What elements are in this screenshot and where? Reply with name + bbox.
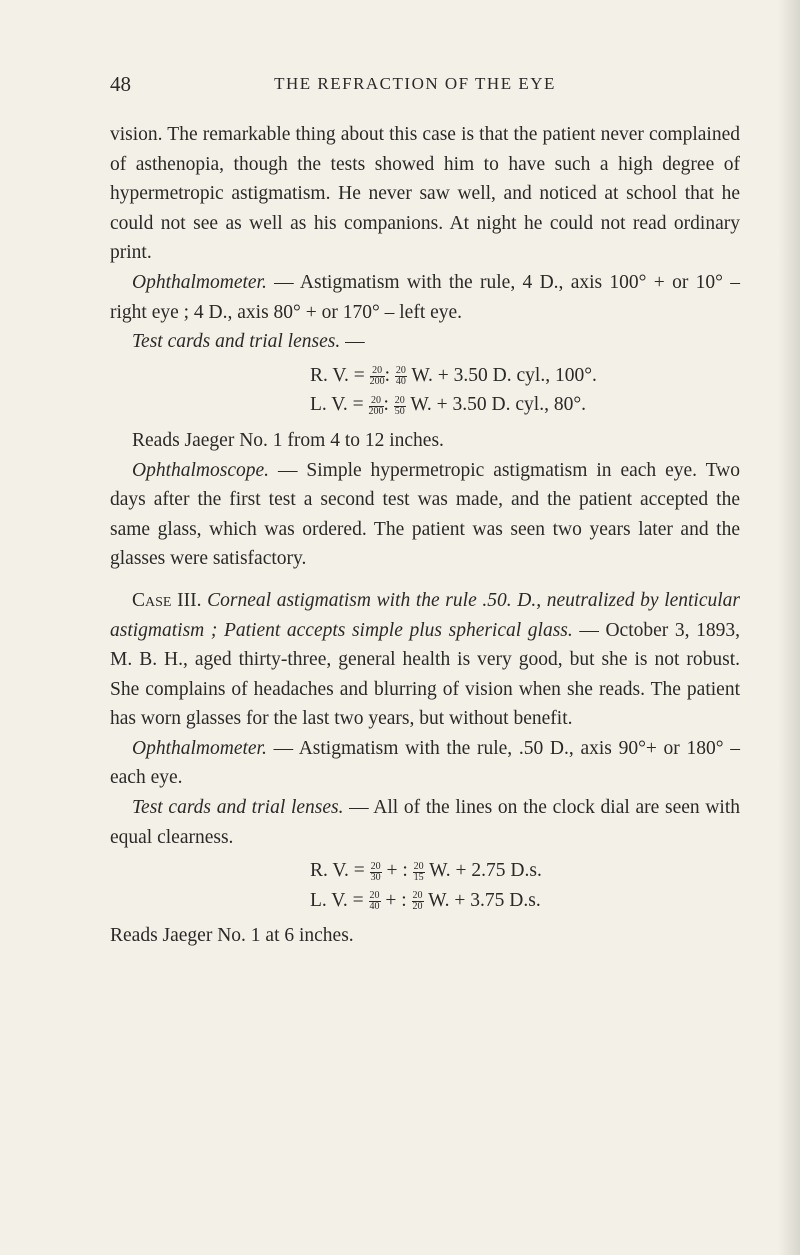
eq-suffix: W. + 3.50 D. cyl., 100°. <box>406 364 597 386</box>
test-cards-label: Test cards and trial lenses. <box>132 797 344 819</box>
eq-separator: + : <box>381 860 413 882</box>
equation-block-2 <box>310 856 740 915</box>
case-title: Corneal astigmatism with the rule .50. D., neutralized by lenticular astigmatism ; Patient accepts simple plus spherical glass. <box>110 589 741 641</box>
fraction <box>370 366 385 387</box>
ophthalmometer-text: — Astigmatism with the rule, 4 D., axis 100° + or 10° – right eye ; 4 D., axis 80° + or 170° – left eye. <box>110 271 740 323</box>
equation-right-eye-2 <box>310 856 740 886</box>
eq-prefix: L. V. = <box>310 394 369 416</box>
fraction-denominator: 40 <box>395 376 406 388</box>
eq-prefix: L. V. = <box>310 889 369 911</box>
paragraph-ophthalmometer-1 <box>110 268 740 327</box>
paragraph-reads-jaeger-2: Reads Jaeger No. 1 at 6 inches. <box>110 925 354 947</box>
equation-block-1 <box>310 361 740 420</box>
paragraph-case-3 <box>110 586 740 734</box>
running-head: THE REFRACTION OF THE EYE <box>274 74 556 93</box>
fraction-denominator: 200 <box>369 376 385 388</box>
page-number: 48 <box>110 72 131 96</box>
fraction-denominator: 20 <box>412 901 423 913</box>
ophthalmometer-label: Ophthalmometer. <box>132 737 267 759</box>
fraction-numerator: 20 <box>370 366 385 377</box>
fraction <box>369 891 381 912</box>
equation-left-eye-1 <box>310 390 740 420</box>
case-label: Case III. <box>132 589 202 611</box>
ophthalmoscope-text: — Simple hypermetropic astigmatism in each eye. Two days after the first test a second test was made, and the patient accepted the same glass, which was ordered. The patient was seen two years later and the glasses were satisfactory. <box>110 459 740 570</box>
body-text <box>110 120 740 951</box>
test-cards-dash: — <box>340 331 365 353</box>
fraction-denominator: 50 <box>394 405 405 417</box>
test-cards-label: Test cards and trial lenses. <box>132 331 341 353</box>
fraction-numerator: 20 <box>395 365 406 377</box>
page-header <box>110 72 720 102</box>
fraction-denominator: 30 <box>370 871 381 883</box>
fraction <box>412 891 424 912</box>
fraction-numerator: 20 <box>413 860 424 872</box>
ophthalmometer-label: Ophthalmometer. <box>132 271 267 293</box>
spacer <box>110 574 740 586</box>
case-text: — October 3, 1893, M. B. H., aged thirty-three, general health is very good, but she is not robust. She complains of headaches and blurring of vision when she reads. The patient has worn glasses for the last two years, but without benefit. <box>110 619 740 730</box>
fraction <box>394 396 406 417</box>
page-edge-shadow <box>778 0 800 1255</box>
paragraph-ophthalmometer-2 <box>110 734 740 793</box>
fraction <box>395 366 407 387</box>
ophthalmoscope-label: Ophthalmoscope. <box>132 459 270 481</box>
fraction <box>370 862 382 883</box>
equation-right-eye-1 <box>310 361 740 391</box>
eq-suffix: W. + 3.75 D.s. <box>423 889 541 911</box>
test-cards-text: — All of the lines on the clock dial are seen with equal clearness. <box>110 797 740 848</box>
fraction-numerator: 20 <box>369 890 380 902</box>
paragraph-test-cards-2 <box>110 793 740 852</box>
fraction-numerator: 20 <box>412 890 423 902</box>
paragraph-reads-jaeger-1: Reads Jaeger No. 1 from 4 to 12 inches. <box>132 429 444 451</box>
fraction-denominator: 15 <box>413 871 424 883</box>
eq-separator: : <box>384 364 395 386</box>
fraction-denominator: 40 <box>369 901 380 913</box>
paragraph-test-cards-1 <box>110 327 740 357</box>
eq-suffix: W. + 3.50 D. cyl., 80°. <box>405 394 587 416</box>
paragraph-ophthalmoscope <box>110 456 740 574</box>
fraction <box>413 862 425 883</box>
ophthalmometer-text: — Astigmatism with the rule, .50 D., axis 90°+ or 180° – each eye. <box>110 737 740 789</box>
eq-prefix: R. V. = <box>310 860 370 882</box>
paragraph-vision: vision. The remarkable thing about this case is that the patient never complained of asthenopia, though the tests showed him to have such a high degree of hypermetropic astigmatism. He never saw well, and noticed at school that he could not see as well as his companions. At night he could not read ordinary print. <box>110 124 740 264</box>
fraction-numerator: 20 <box>394 394 405 406</box>
eq-suffix: W. + 2.75 D.s. <box>424 860 542 882</box>
fraction-denominator: 200 <box>368 405 384 417</box>
eq-separator: + : <box>380 889 412 911</box>
fraction-numerator: 20 <box>369 396 384 407</box>
fraction <box>369 396 384 417</box>
equation-left-eye-2 <box>310 886 740 916</box>
eq-prefix: R. V. = <box>310 364 370 386</box>
eq-separator: : <box>383 394 394 416</box>
fraction-numerator: 20 <box>370 860 381 872</box>
